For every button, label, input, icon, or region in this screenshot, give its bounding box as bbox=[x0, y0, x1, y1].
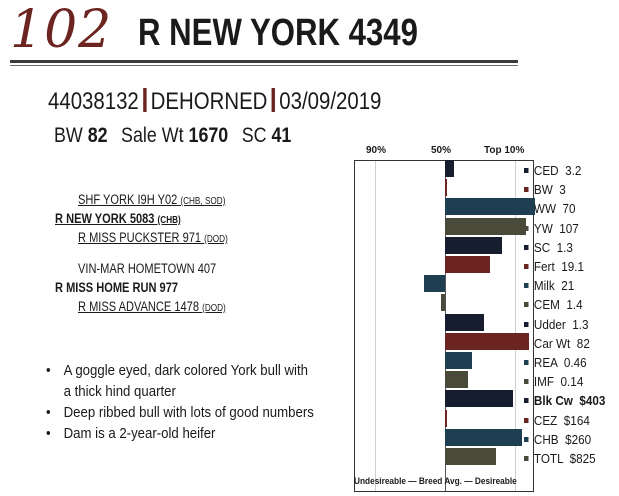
chart-bar-bw bbox=[445, 179, 447, 196]
legend-swatch bbox=[524, 418, 529, 423]
separator bbox=[272, 88, 275, 112]
chart-gridline-grid-90 bbox=[375, 161, 376, 491]
trait-label: CEM bbox=[533, 297, 560, 313]
pedigree-sire: R NEW YORK 5083 (CHB) bbox=[55, 211, 181, 226]
title-rule-thin bbox=[10, 65, 518, 66]
sale-wt-value: 1670 bbox=[188, 124, 229, 147]
bw-value: 82 bbox=[87, 124, 108, 147]
stats-line bbox=[54, 124, 291, 148]
trait-row-totl bbox=[524, 451, 596, 467]
legend-swatch bbox=[524, 206, 529, 211]
chart-bar-ced bbox=[445, 160, 454, 177]
trait-value: $164 bbox=[557, 412, 590, 428]
legend-swatch bbox=[524, 322, 529, 327]
chart-bar-cem bbox=[441, 294, 445, 311]
chart-footer: Undesireable — Breed Avg. — Desireable bbox=[354, 476, 517, 486]
bull-name: R NEW YORK 4349 bbox=[138, 12, 418, 54]
registration-line bbox=[48, 88, 381, 115]
trait-value: 19.1 bbox=[554, 259, 584, 274]
trait-value: $403 bbox=[572, 393, 606, 409]
trait-row-fert bbox=[524, 259, 584, 275]
chart-bar-cez bbox=[445, 410, 447, 427]
trait-value: 21 bbox=[554, 278, 575, 294]
legend-swatch bbox=[524, 302, 529, 307]
trait-value: 70 bbox=[555, 201, 576, 217]
sc-value: 41 bbox=[271, 124, 292, 147]
trait-row-imf bbox=[524, 374, 583, 390]
trait-label: Milk bbox=[533, 278, 555, 294]
epd-chart bbox=[340, 140, 619, 496]
chart-header-90: 90% bbox=[366, 145, 387, 156]
registration-status: DEHORNED bbox=[150, 88, 268, 115]
trait-row-chb bbox=[524, 432, 591, 448]
legend-swatch bbox=[524, 360, 529, 365]
trait-label: Udder bbox=[533, 316, 566, 332]
trait-label: REA bbox=[533, 355, 558, 370]
trait-value: 3 bbox=[552, 182, 566, 198]
chart-bar-fert bbox=[445, 256, 490, 273]
legend-swatch bbox=[524, 226, 529, 231]
birth-date: 03/09/2019 bbox=[279, 88, 382, 115]
chart-bar-chb bbox=[445, 429, 522, 446]
pedigree-dam: R MISS HOME RUN 977 bbox=[55, 280, 179, 295]
chart-plot-area bbox=[354, 160, 534, 492]
legend-swatch bbox=[524, 168, 529, 173]
chart-bar-milk bbox=[424, 275, 445, 292]
title-rule bbox=[10, 60, 518, 63]
trait-row-blk-cw bbox=[524, 393, 605, 409]
trait-row-udder bbox=[524, 317, 589, 333]
legend-swatch bbox=[524, 245, 529, 250]
chart-bar-blk-cw bbox=[445, 390, 513, 407]
chart-bar-udder bbox=[445, 314, 484, 331]
trait-value: 0.46 bbox=[557, 355, 587, 370]
legend-swatch bbox=[524, 341, 529, 346]
pedigree-dam-dam: R MISS ADVANCE 1478 (DOD) bbox=[78, 299, 226, 314]
pedigree-dam-sire: VIN-MAR HOMETOWN 407 bbox=[78, 261, 217, 276]
chart-bar-ww bbox=[445, 198, 535, 215]
bw-label: BW bbox=[54, 124, 83, 147]
legend-swatch bbox=[524, 187, 529, 192]
trait-value: 82 bbox=[570, 335, 590, 351]
trait-label: YW bbox=[533, 220, 553, 236]
trait-row-sc bbox=[524, 240, 573, 256]
trait-row-milk bbox=[524, 278, 574, 294]
chart-bar-rea bbox=[445, 352, 472, 369]
legend-swatch bbox=[524, 379, 529, 384]
trait-label: WW bbox=[533, 201, 556, 217]
trait-label: CED bbox=[533, 163, 559, 178]
trait-label: CHB bbox=[533, 431, 559, 447]
trait-label: SC bbox=[533, 239, 551, 255]
pedigree-sire-sire: SHF YORK I9H Y02 (CHB, SOD) bbox=[78, 192, 226, 207]
trait-value: 1.3 bbox=[565, 316, 589, 332]
trait-row-ced bbox=[524, 163, 581, 179]
pedigree-sire-dam: R MISS PUCKSTER 971 (DOD) bbox=[78, 230, 228, 245]
trait-row-yw bbox=[524, 221, 579, 237]
legend-swatch bbox=[524, 437, 529, 442]
legend-swatch bbox=[524, 456, 529, 461]
trait-label: BW bbox=[533, 182, 553, 198]
legend-swatch bbox=[524, 264, 529, 269]
sale-wt-label: Sale Wt bbox=[121, 124, 184, 147]
trait-label: TOTL bbox=[533, 451, 564, 466]
legend-swatch bbox=[524, 283, 529, 288]
lot-number: 102 bbox=[10, 0, 113, 60]
note-item: • Deep ribbed bull with lots of good numbers bbox=[46, 402, 319, 423]
trait-label: Blk Cw bbox=[533, 393, 573, 409]
registration-number: 44038132 bbox=[48, 88, 139, 115]
separator bbox=[143, 88, 146, 112]
legend-swatch bbox=[524, 398, 529, 403]
chart-header-50: 50% bbox=[431, 145, 452, 156]
chart-bar-imf bbox=[445, 371, 468, 388]
trait-label: IMF bbox=[533, 374, 555, 390]
trait-row-ww bbox=[524, 201, 576, 217]
trait-value: 3.2 bbox=[558, 163, 582, 178]
trait-label: CEZ bbox=[533, 412, 558, 428]
trait-label: Fert bbox=[533, 259, 555, 274]
trait-row-cem bbox=[524, 297, 583, 313]
sc-label: SC bbox=[241, 124, 267, 147]
trait-value: $825 bbox=[563, 451, 596, 466]
trait-row-rea bbox=[524, 355, 587, 371]
trait-row-car-wt bbox=[524, 336, 590, 352]
chart-bar-totl bbox=[445, 448, 496, 465]
trait-label: Car Wt bbox=[533, 335, 571, 351]
chart-bar-sc bbox=[445, 237, 502, 254]
note-item: • A goggle eyed, dark colored York bull with a thick hind quarter bbox=[46, 360, 319, 402]
trait-value: 1.4 bbox=[559, 297, 583, 313]
chart-bar-yw bbox=[445, 218, 526, 235]
notes-list bbox=[46, 360, 319, 444]
note-item: • Dam is a 2-year-old heifer bbox=[46, 423, 319, 444]
chart-bar-car-wt bbox=[445, 333, 529, 350]
chart-header-top10: Top 10% bbox=[484, 145, 525, 156]
trait-value: 107 bbox=[552, 220, 579, 236]
trait-value: 1.3 bbox=[550, 239, 573, 255]
trait-row-bw bbox=[524, 182, 566, 198]
trait-value: $260 bbox=[558, 431, 592, 447]
trait-value: 0.14 bbox=[554, 374, 584, 390]
trait-row-cez bbox=[524, 413, 590, 429]
